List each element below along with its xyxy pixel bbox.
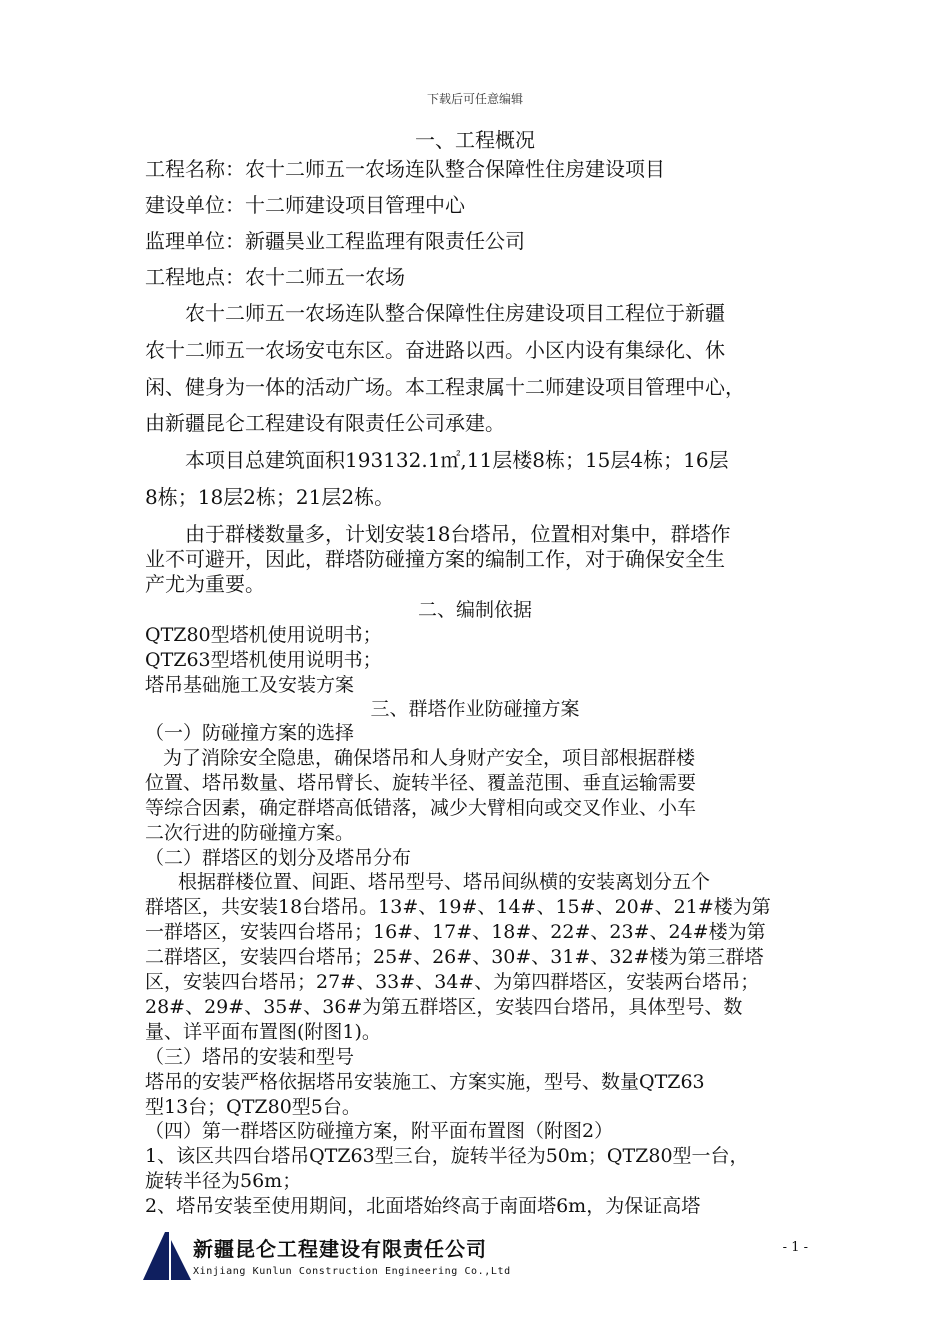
header-note: 下载后可任意编辑 bbox=[426, 92, 523, 106]
para1-line: 闲、健身为一体的活动广场。本工程隶属十二师建设项目管理中心， bbox=[145, 375, 745, 399]
footer-company-name: 新疆昆仑工程建设有限责任公司 bbox=[193, 1237, 487, 1261]
subsection-heading: （二）群塔区的划分及塔吊分布 bbox=[145, 847, 412, 869]
field-project-name: 工程名称：农十二师五一农场连队整合保障性住房建设项目 bbox=[145, 157, 665, 181]
company-logo-icon bbox=[143, 1230, 191, 1280]
body-line: 区，安装四台塔吊；27#、33#、34#、为第四群塔区，安装两台塔吊； bbox=[145, 971, 760, 993]
field-owner: 建设单位：十二师建设项目管理中心 bbox=[145, 193, 465, 217]
body-line: 2、塔吊安装至使用期间，北面塔始终高于南面塔6m，为保证高塔 bbox=[145, 1195, 701, 1217]
field-supervisor: 监理单位：新疆昊业工程监理有限责任公司 bbox=[145, 229, 525, 253]
para1-line: 农十二师五一农场连队整合保障性住房建设项目工程位于新疆 bbox=[185, 301, 725, 325]
body-line: 28#、29#、35#、36#为第五群塔区，安装四台塔吊，具体型号、数 bbox=[145, 996, 743, 1018]
para3-line: 由于群楼数量多，计划安装18台塔吊，位置相对集中，群塔作 bbox=[185, 522, 731, 546]
body-line: 量、详平面布置图(附图1)。 bbox=[145, 1021, 381, 1043]
page-number: - 1 - bbox=[782, 1240, 808, 1255]
subsection-heading: （三）塔吊的安装和型号 bbox=[145, 1046, 355, 1068]
body-line: 二次行进的防碰撞方案。 bbox=[145, 822, 355, 844]
body-line: 等综合因素，确定群塔高低错落，减少大臂相向或交叉作业、小车 bbox=[145, 797, 697, 819]
subsection-heading: （一）防碰撞方案的选择 bbox=[145, 722, 355, 744]
para2-line: 8栋；18层2栋；21层2栋。 bbox=[145, 485, 395, 509]
body-line: 根据群楼位置、间距、塔吊型号、塔吊间纵横的安装离划分五个 bbox=[178, 871, 711, 893]
field-location: 工程地点：农十二师五一农场 bbox=[145, 265, 405, 289]
body-line: 旋转半径为56m； bbox=[145, 1170, 302, 1192]
body-line: 位置、塔吊数量、塔吊臂长、旋转半径、覆盖范围、垂直运输需要 bbox=[145, 772, 697, 794]
para1-line: 由新疆昆仑工程建设有限责任公司承建。 bbox=[145, 411, 505, 435]
subsection-heading: （四）第一群塔区防碰撞方案，附平面布置图（附图2） bbox=[145, 1120, 614, 1142]
para3-line: 产尤为重要。 bbox=[145, 572, 265, 596]
body-line: 二群塔区，安装四台塔吊；25#、26#、30#、31#、32#楼为第三群塔 bbox=[145, 946, 764, 968]
section2-title: 二、编制依据 bbox=[417, 599, 532, 621]
body-line: 为了消除安全隐患，确保塔吊和人身财产安全，项目部根据群楼 bbox=[163, 747, 696, 769]
footer-company-english: Xinjiang Kunlun Construction Engineering Co.,Ltd bbox=[193, 1266, 511, 1277]
basis-item: QTZ63型塔机使用说明书； bbox=[145, 649, 382, 671]
section1-title: 一、工程概况 bbox=[415, 128, 535, 152]
para1-line: 农十二师五一农场安屯东区。奋进路以西。小区内设有集绿化、休 bbox=[145, 338, 725, 362]
basis-item: QTZ80型塔机使用说明书； bbox=[145, 624, 382, 646]
para2-line: 本项目总建筑面积193132.1㎡,11层楼8栋；15层4栋；16层 bbox=[185, 448, 729, 472]
body-line: 型13台；QTZ80型5台。 bbox=[145, 1096, 361, 1118]
basis-item: 塔吊基础施工及安装方案 bbox=[145, 674, 355, 696]
body-line: 塔吊的安装严格依据塔吊安装施工、方案实施，型号、数量QTZ63 bbox=[145, 1071, 705, 1093]
body-line: 一群塔区，安装四台塔吊；16#、17#、18#、22#、23#、24#楼为第 bbox=[145, 921, 766, 943]
body-line: 1、该区共四台塔吊QTZ63型三台，旋转半径为50m；QTZ80型一台， bbox=[145, 1145, 749, 1167]
section3-title: 三、群塔作业防碰撞方案 bbox=[370, 698, 580, 720]
para3-line: 业不可避开，因此，群塔防碰撞方案的编制工作，对于确保安全生 bbox=[145, 547, 725, 571]
body-line: 群塔区，共安装18台塔吊。13#、19#、14#、15#、20#、21#楼为第 bbox=[145, 896, 771, 918]
